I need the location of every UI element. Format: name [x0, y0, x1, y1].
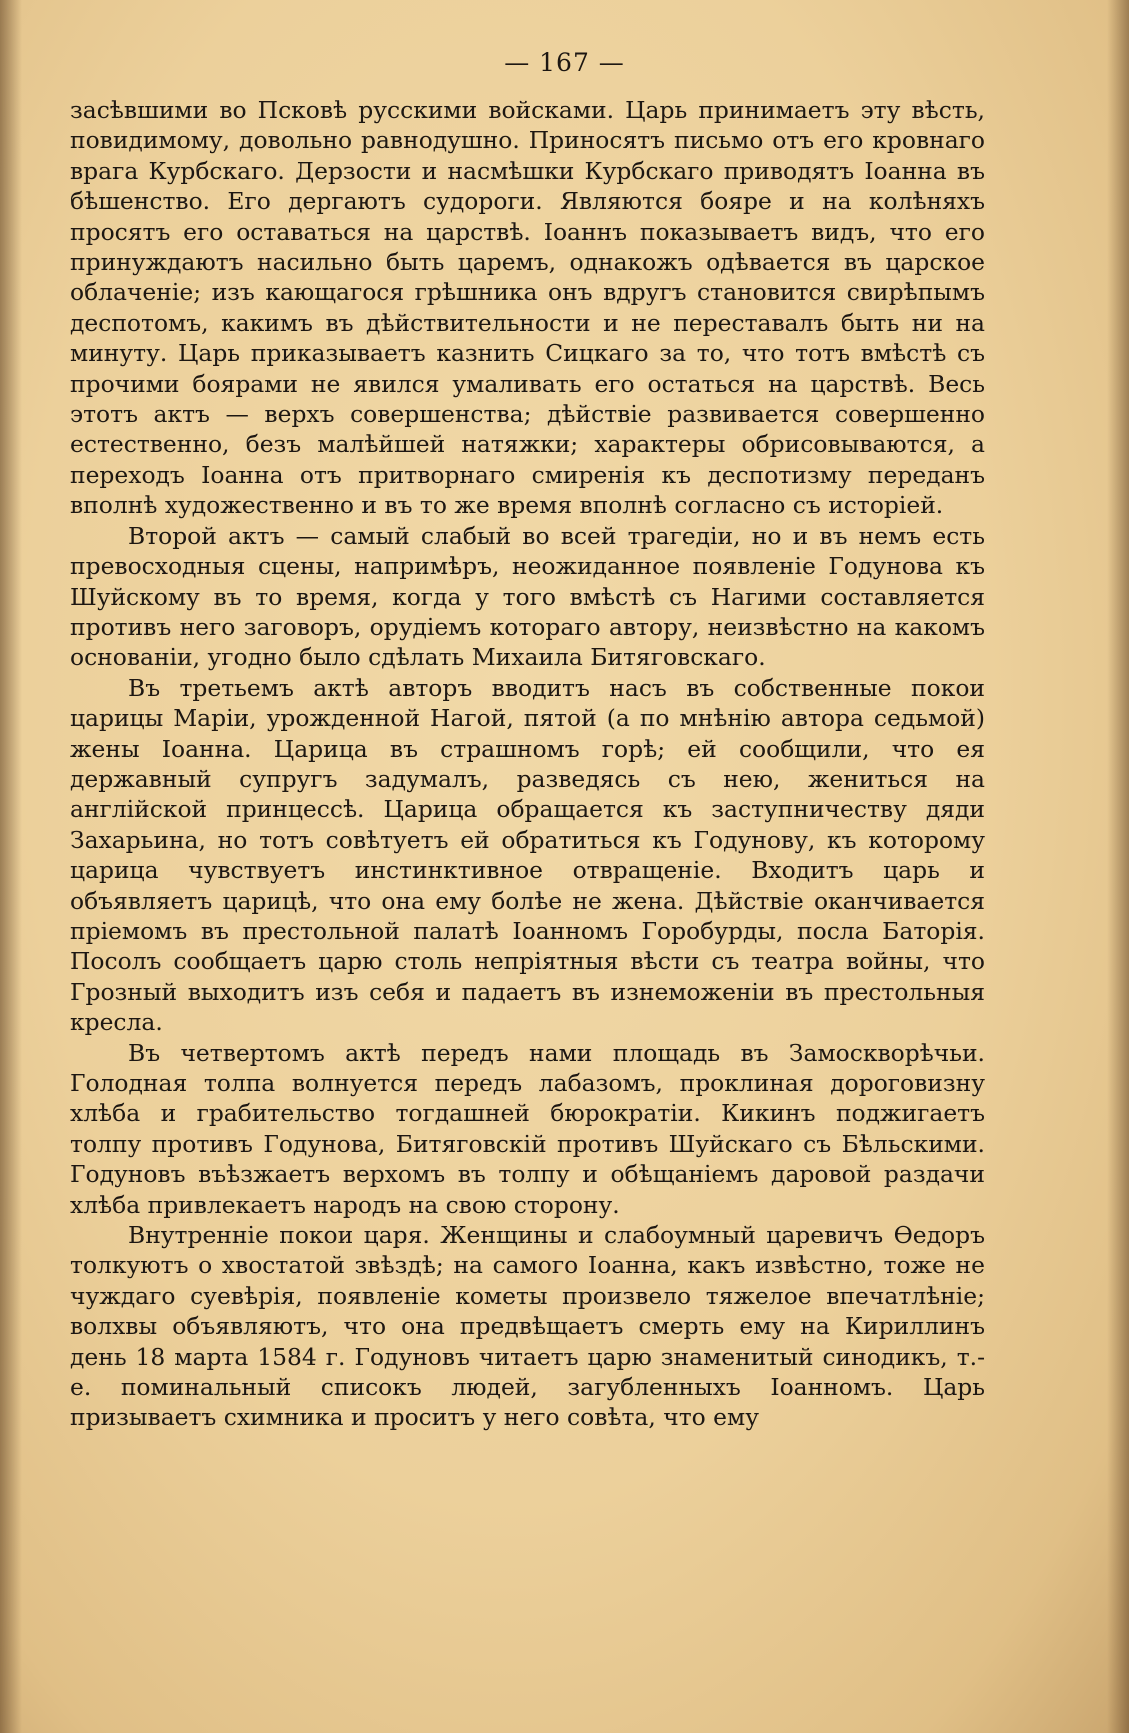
paragraph-inner-chambers: Внутренніе покои царя. Женщины и слабоумный царевичъ Ѳедоръ толкуютъ о хвостатой звѣздѣ; на самого Іоанна, какъ извѣстно, тоже не чуждаго суевѣрія, появленіе кометы произвело тяжелое впечатлѣніе; волхвы объявляютъ, что она предвѣщаетъ смерть ему на Кириллинъ день 18 марта 1584 г. Годуновъ читаетъ царю знаменитый синодикъ, т.-е. поминальный списокъ людей, загубленныхъ Іоанномъ. Царь призываетъ схимника и проситъ у него совѣта, что ему — [70, 1221, 985, 1432]
page-number: — 167 — — [504, 48, 625, 77]
paragraph-third-act: Въ третьемъ актѣ авторъ вводитъ насъ въ собственные покои царицы Маріи, урожденной Нагой, пятой (а по мнѣнію автора седьмой) жены Іоанна. Царица въ страшномъ горѣ; ей сообщили, что ея державный супругъ задумалъ, разведясь съ нею, жениться на англійской принцессѣ. Царица обращается къ заступничеству дяди Захарьина, но тотъ совѣтуетъ ей обратиться къ Годунову, къ которому царица чувствуетъ инстинктивное отвращеніе. Входитъ царь и объявляетъ царицѣ, что она ему болѣе не жена. Дѣйствіе оканчивается пріемомъ въ престольной палатѣ Іоанномъ Горобурды, посла Баторія. Посолъ сообщаетъ царю столь непріятныя вѣсти съ театра войны, что Грозный выходитъ изъ себя и падаетъ въ изнеможеніи въ престольныя кресла. — [70, 673, 985, 1037]
page-text — [70, 95, 985, 1433]
left-page-edge — [0, 0, 22, 1733]
right-page-edge — [1107, 0, 1129, 1733]
paragraph-continuation: засѣвшими во Псковѣ русскими войсками. Царь принимаетъ эту вѣсть, повидимому, довольно равнодушно. Приносятъ письмо отъ его кровнаго врага Курбскаго. Дерзости и насмѣшки Курбскаго приводятъ Іоанна въ бѣшенство. Его дергаютъ судороги. Являются бояре и на колѣняхъ просятъ его оставаться на царствѣ. Іоаннъ показываетъ видъ, что его принуждаютъ насильно быть царемъ, однакожъ одѣвается въ царское облаченіе; изъ кающагося грѣшника онъ вдругъ становится свирѣпымъ деспотомъ, какимъ въ дѣйствительности и не переставалъ быть ни на минуту. Царь приказываетъ казнить Сицкаго за то, что тотъ вмѣстѣ съ прочими боярами не явился умаливать его остаться на царствѣ. Весь этотъ актъ — верхъ совершенства; дѣйствіе развивается совершенно естественно, безъ малѣйшей натяжки; характеры обрисовываются, а переходъ Іоанна отъ притворнаго смиренія къ деспотизму переданъ вполнѣ художественно и въ то же время вполнѣ согласно съ исторіей. — [70, 96, 985, 520]
paragraph-fourth-act: Въ четвертомъ актѣ передъ нами площадь въ Замоскворѣчьи. Голодная толпа волнуется передъ лабазомъ, проклиная дороговизну хлѣба и грабительство тогдашней бюрократіи. Кикинъ поджигаетъ толпу противъ Годунова, Битяговскій противъ Шуйскаго съ Бѣльскими. Годуновъ въѣзжаетъ верхомъ въ толпу и обѣщаніемъ даровой раздачи хлѣба привлекаетъ народъ на свою сторону. — [70, 1038, 985, 1219]
paragraph-second-act: Второй актъ — самый слабый во всей трагедіи, но и въ немъ есть превосходныя сцены, напримѣръ, неожиданное появленіе Годунова къ Шуйскому въ то время, когда у того вмѣстѣ съ Нагими составляется противъ него заговоръ, орудіемъ котораго автору, неизвѣстно на какомъ основаніи, угодно было сдѣлать Михаила Битяговскаго. — [70, 521, 985, 672]
